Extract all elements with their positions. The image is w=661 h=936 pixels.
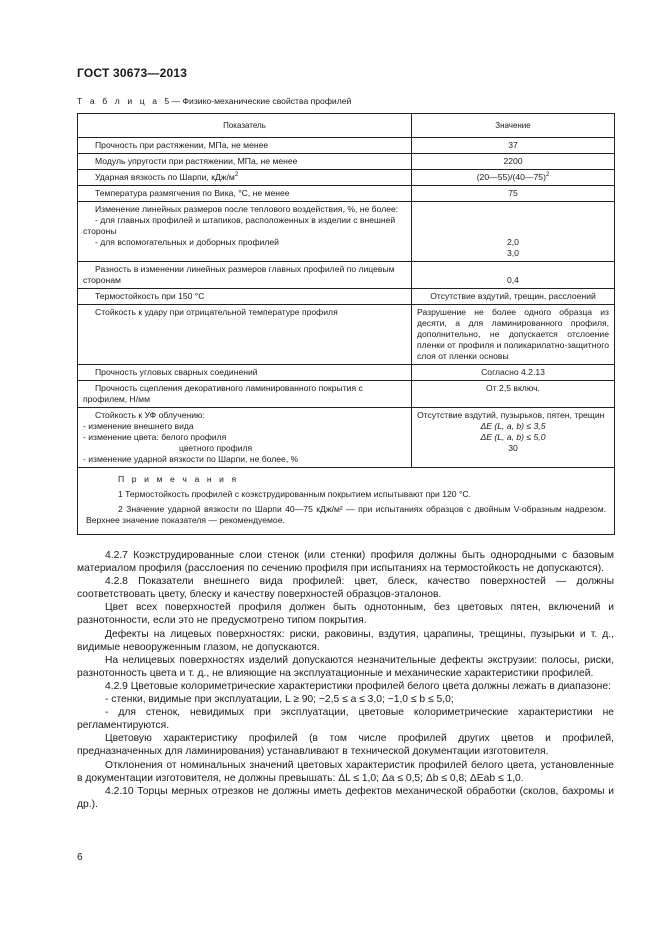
- table-row: [78, 170, 615, 186]
- paragraph: Цветовую характеристику профилей (в том числе профилей других цветов и профилей, предназначенных для ламинирования) устанавливают в технической документации изготовителя.: [77, 733, 614, 758]
- paragraph: - для стенок, невидимых при эксплуатации, цветовые колориметрические характеристики не регламентируются.: [77, 707, 614, 732]
- row-name: Модуль упругости при растяжении, МПа, не менее: [78, 154, 412, 170]
- paragraph: Цвет всех поверхностей профиля должен быть однотонным, без цветовых пятен, включений и разнотонности, если это не предусмотрено типом покрытия.: [77, 602, 614, 627]
- row-value-line: 3,0: [507, 248, 519, 258]
- table-row: [78, 289, 615, 305]
- row-value-text: (20—55)/(40—75): [476, 172, 546, 182]
- row-name-line: - изменение внешнего вида: [83, 421, 194, 431]
- row-name: Термостойкость при 150 °С: [78, 289, 412, 305]
- row-value-line: 2,0: [507, 237, 519, 247]
- body-text: [77, 549, 614, 811]
- document-header: ГОСТ 30673—2013: [77, 66, 188, 80]
- paragraph: - стенки, видимые при эксплуатации, L ≥ 90; −2,5 ≤ a ≤ 3,0; −1,0 ≤ b ≤ 5,0;: [105, 694, 454, 706]
- table-row: [78, 138, 615, 154]
- row-name-line: - для главных профилей и штапиков, расположенных в изделии с внешней стороны: [83, 215, 396, 236]
- row-value-line: ΔE (L, a, b) ≤ 3,5: [480, 421, 546, 431]
- row-name: Прочность при растяжении, МПа, не менее: [78, 138, 412, 154]
- row-value-line: 30: [508, 443, 518, 453]
- row-name-sup: 2: [234, 172, 239, 179]
- note-item: 1 Термостойкость профилей с коэкструдированным покрытием испытывают при 120 °С.: [118, 489, 471, 499]
- row-name-text: Разность в изменении линейных размеров главных профилей по лицевым сторонам: [83, 264, 395, 285]
- row-value: Отсутствие вздутий, трещин, расслоений: [412, 289, 615, 305]
- table-row: [78, 365, 615, 381]
- table-header-row: [78, 114, 615, 138]
- table-notes: [78, 468, 615, 535]
- paragraph: 4.2.7 Коэкструдированные слои стенок (или стенки) профиля должны быть однородными с базовым материалом профиля (расслоения по сечению профиля при испытаниях на термостойкость не допускаются).: [77, 550, 614, 575]
- row-name: [78, 170, 412, 186]
- table-row: [78, 262, 615, 289]
- row-value: От 2,5 включ.: [412, 381, 615, 408]
- paragraph: 4.2.9 Цветовые колориметрические характеристики профилей белого цвета должны лежать в диапазоне:: [105, 680, 611, 692]
- row-name: Прочность угловых сварных соединений: [78, 365, 412, 381]
- row-name-line: Изменение линейных размеров после теплового воздействия, %, не более:: [95, 204, 399, 214]
- row-name: Стойкость к удару при отрицательной температуре профиля: [78, 305, 412, 365]
- table-row: [78, 202, 615, 262]
- paragraph: Дефекты на лицевых поверхностях: риски, раковины, вздутия, царапины, трещины, пузырьки и т. д., видимые невооруженным глазом, не допускаются.: [77, 628, 614, 653]
- notes-title: П р и м е ч а н и я: [118, 474, 239, 484]
- column-header-indicator: Показатель: [78, 114, 412, 138]
- table-row: [78, 154, 615, 170]
- row-name-line: Стойкость к УФ облучению:: [95, 410, 205, 420]
- row-name: [78, 202, 412, 262]
- row-value-text: 0,4: [507, 275, 519, 285]
- row-name-line: - изменение цвета: белого профиля: [83, 432, 227, 442]
- row-name-text: Прочность сцепления декоративного ламинированного покрытия с профилем, Н/мм: [83, 383, 363, 404]
- row-name: Температура размягчения по Вика, °С, не менее: [78, 186, 412, 202]
- row-value: [412, 408, 615, 468]
- paragraph: 4.2.8 Показатели внешнего вида профилей: цвет, блеск, качество поверхностей — должны соответствовать цвету, блеску и качеству поверхностей образцов-эталонов.: [77, 576, 614, 601]
- properties-table: [77, 113, 615, 535]
- row-name-text: Ударная вязкость по Шарпи, кДж/м: [95, 172, 235, 182]
- row-name: [78, 262, 412, 289]
- row-name-line: цветного профиля: [179, 443, 253, 453]
- table-row: [78, 408, 615, 468]
- table-row: [78, 186, 615, 202]
- table-row: [78, 381, 615, 408]
- note-item: 2 Значение ударной вязкости по Шарпи 40—75 кДж/м² — при испытаниях образцов с двойным V-образным надрезом. Верхнее значение показателя — рекомендуемое.: [86, 504, 606, 525]
- row-value-line: ΔE (L, a, b) ≤ 5,0: [480, 432, 546, 442]
- row-value: [412, 170, 615, 186]
- column-header-value: Значение: [412, 114, 615, 138]
- table-notes-row: [78, 468, 615, 535]
- row-value: Разрушение не более одного образца из десяти, а для ламинированного профиля, дополнительно, не допускается отслоение пленки от профиля и поликарилатно-защитного слоя от пленки основы: [412, 305, 615, 365]
- row-name: [78, 381, 412, 408]
- paragraph: 4.2.10 Торцы мерных отрезков не должны иметь дефектов механической обработки (сколов, бахромы и др.).: [77, 785, 614, 810]
- row-name-line: - для вспомогательных и доборных профилей: [95, 237, 279, 247]
- row-name: [78, 408, 412, 468]
- page-number: 6: [77, 852, 83, 863]
- row-value: Согласно 4.2.13: [412, 365, 615, 381]
- row-value: [412, 262, 615, 289]
- row-value: [412, 202, 615, 262]
- row-value-sup: 2: [545, 172, 550, 179]
- table-caption: [77, 96, 351, 106]
- row-value: 75: [412, 186, 615, 202]
- row-value: 37: [412, 138, 615, 154]
- paragraph: На нелицевых поверхностях изделий допускаются незначительные дефекты экструзии: полосы, риски, разнотонность цвета и т. д., не влияющие на эксплуатационные и механические характеристики профилей.: [77, 654, 614, 679]
- row-value: 2200: [412, 154, 615, 170]
- table-caption-label: Т а б л и ц а: [77, 96, 160, 106]
- row-value-line: Отсутствие вздутий, пузырьков, пятен, трещин: [417, 410, 605, 420]
- table-row: [78, 305, 615, 365]
- paragraph: Отклонения от номинальных значений цветовых характеристик профилей белого цвета, установленные в документации изготовителя, не должны превышать: ΔL ≤ 1,0; Δa ≤ 0,5; Δb ≤ 0,8; ΔEab ≤ 1,0.: [77, 759, 614, 784]
- row-name-line: - изменение ударной вязкости по Шарпи, не более, %: [83, 454, 299, 464]
- table-caption-text: 5 — Физико-механические свойства профилей: [164, 96, 352, 106]
